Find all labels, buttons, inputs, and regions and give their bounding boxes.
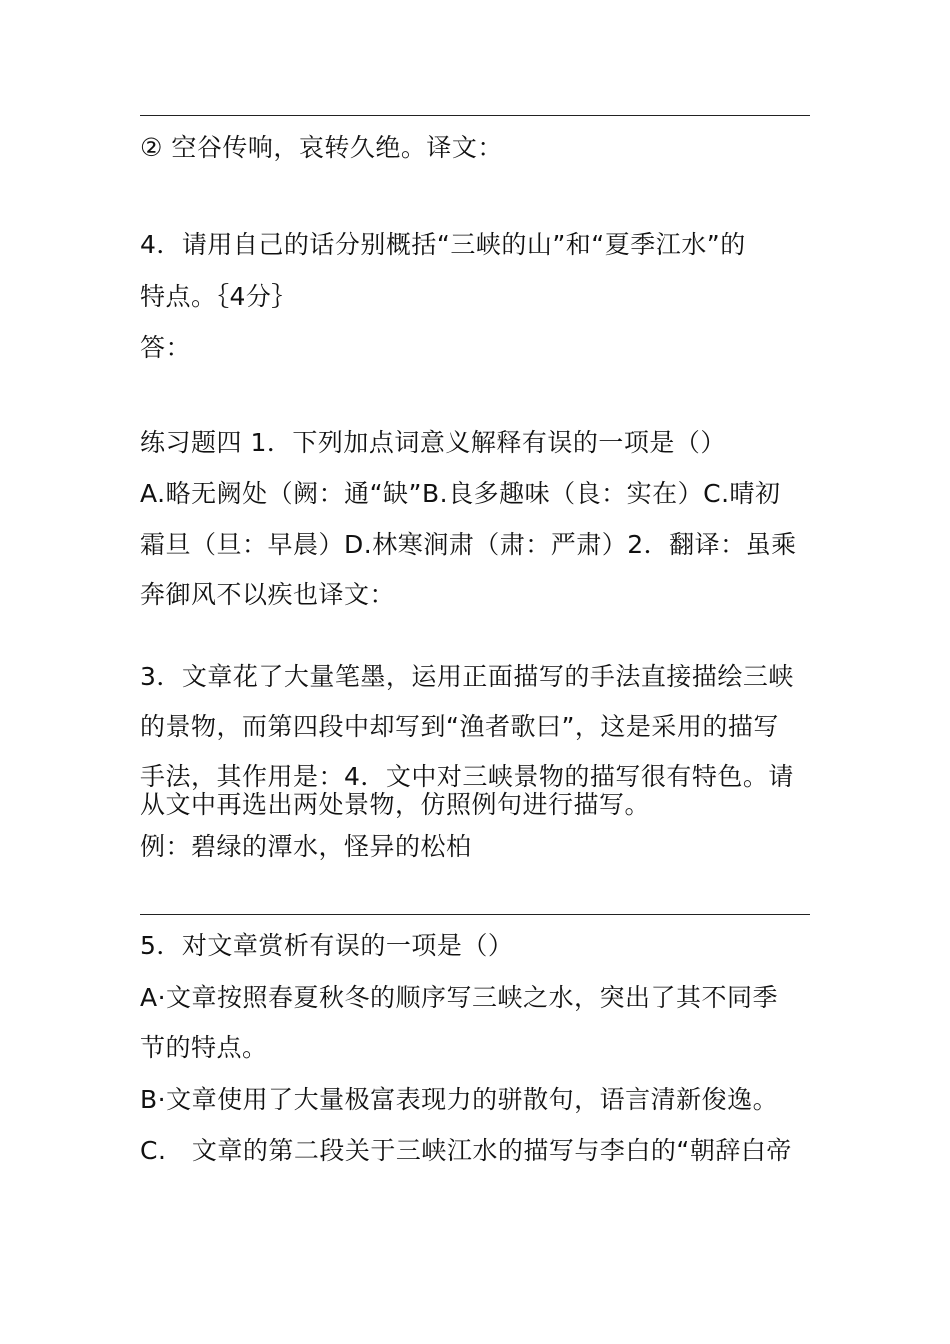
- question-3-line-2: 的景物，而第四段中却写到“渔者歌曰”，这是采用的描写: [140, 712, 779, 741]
- question-4-line-2: 特点。｛4分｝: [140, 282, 297, 311]
- exercise-4-translation: 奔御风不以疾也译文：: [140, 580, 396, 609]
- top-answer-line: [140, 115, 810, 116]
- option-c: C. 文章的第二段关于三峡江水的描写与李白的“朝辞白帝: [140, 1136, 792, 1165]
- example-line: 例：碧绿的潭水，怪异的松柏: [140, 832, 472, 861]
- translation-prompt-2: ② 空谷传响，哀转久绝。译文：: [140, 133, 503, 162]
- question-3-line-1: 3．文章花了大量笔墨，运用正面描写的手法直接描绘三峡: [140, 662, 794, 691]
- question-4-line-1: 4．请用自己的话分别概括“三峡的山”和“夏季江水”的: [140, 230, 746, 259]
- question-4b-line-2: 从文中再选出两处景物，仿照例句进行描写。: [140, 790, 651, 819]
- option-a-line-1: A·文章按照春夏秋冬的顺序写三峡之水，突出了其不同季: [140, 983, 779, 1012]
- option-b: B·文章使用了大量极富表现力的骈散句，语言清新俊逸。: [140, 1085, 779, 1114]
- question-3-line-3: 手法，其作用是：4．文中对三峡景物的描写很有特色。请: [140, 762, 794, 791]
- question-5: 5．对文章赏析有误的一项是（）: [140, 931, 514, 960]
- middle-answer-line: [140, 914, 810, 915]
- exercise-4-options-2: 霜旦（旦：早晨）D.林寒涧肃（肃：严肃）2．翻译：虽乘: [140, 530, 797, 559]
- exercise-4-q1: 练习题四 1．下列加点词意义解释有误的一项是（）: [140, 428, 726, 457]
- option-a-line-2: 节的特点。: [140, 1033, 268, 1062]
- exercise-4-options-1: A.略无阙处（阙：通“缺”B.良多趣味（良：实在）C.晴初: [140, 479, 781, 508]
- answer-label: 答：: [140, 333, 192, 362]
